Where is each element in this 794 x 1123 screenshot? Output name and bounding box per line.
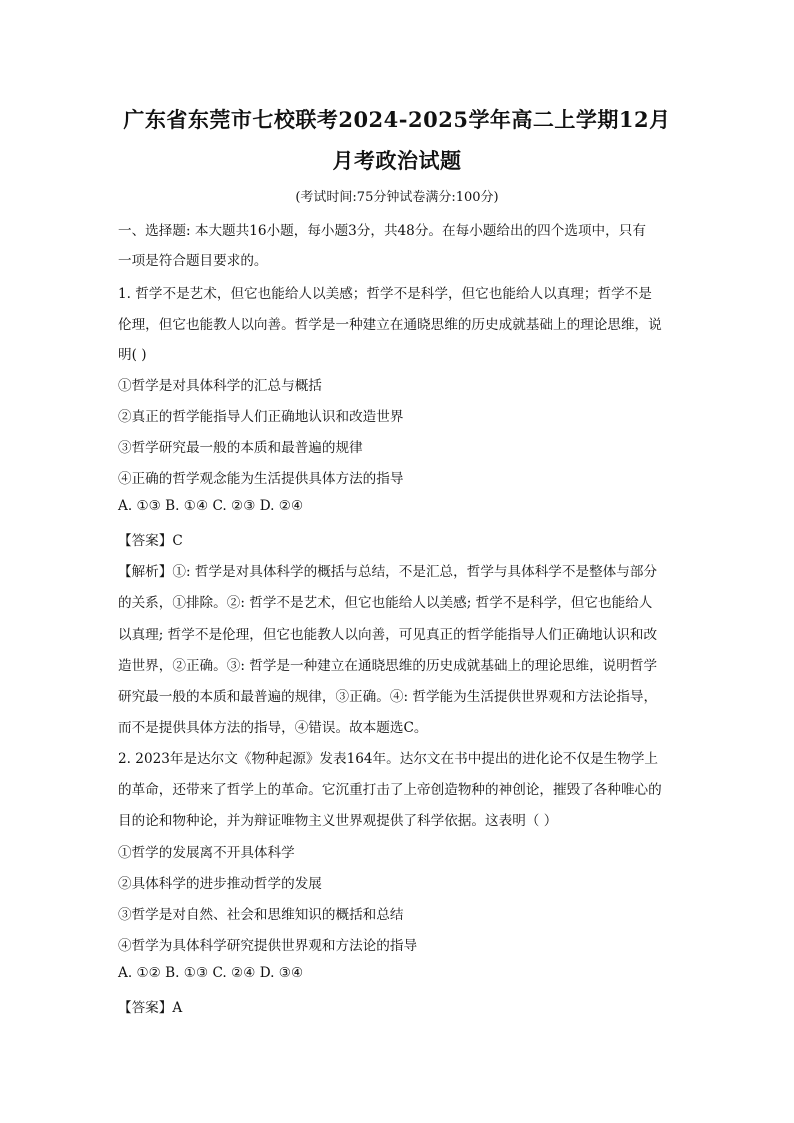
question-1-stem-end: 明( ) <box>118 347 147 363</box>
question-1-analysis-cont: 以真理; 哲学不是伦理，但它也能教人以向善，可见真正的哲学能指导人们正确地认识和改 <box>118 627 658 643</box>
question-1-option-4: ④正确的哲学观念能为生活提供具体方法的指导 <box>118 471 404 487</box>
question-1-option-1: ①哲学是对具体科学的汇总与概括 <box>118 378 322 394</box>
question-1-option-3: ③哲学研究最一般的本质和最普遍的规律 <box>118 440 363 456</box>
question-2-answer: 【答案】A <box>118 1000 183 1016</box>
question-2-option-3: ③哲学是对自然、社会和思维知识的概括和总结 <box>118 907 404 923</box>
question-2-option-1: ①哲学的发展离不开具体科学 <box>118 845 295 861</box>
question-1-analysis: 【解析】①: 哲学是对具体科学的概括与总结，不是汇总，哲学与具体科学不是整体与部分 <box>118 564 658 580</box>
question-2-stem-end: 目的论和物种论，并为辩证唯物主义世界观提供了科学依据。这表明（ ） <box>118 813 558 829</box>
section-instructions: 一、选择题: 本大题共16小题，每小题3分，共48分。在每小题给出的四个选项中，只有 <box>118 223 646 239</box>
exam-info: (考试时间:75分钟试卷满分:100分) <box>295 190 499 205</box>
question-1-answer: 【答案】C <box>118 533 183 549</box>
question-2-option-4: ④哲学为具体科学研究提供世界观和方法论的指导 <box>118 938 418 954</box>
question-1-choices: A. ①③ B. ①④ C. ②③ D. ②④ <box>118 498 304 514</box>
question-1-option-2: ②真正的哲学能指导人们正确地认识和改造世界 <box>118 409 404 425</box>
question-1-analysis-cont: 造世界，②正确。③: 哲学是一种建立在通晓思维的历史成就基础上的理论思维，说明哲学 <box>118 658 658 674</box>
document-title-line-2: 月考政治试题 <box>332 148 462 173</box>
question-1-stem: 1. 哲学不是艺术，但它也能给人以美感；哲学不是科学，但它也能给人以真理；哲学不是 <box>118 286 652 302</box>
question-2-stem-cont: 的革命，还带来了哲学上的革命。它沉重打击了上帝创造物种的神创论，摧毁了各种唯心的 <box>118 782 662 798</box>
question-2-choices: A. ①② B. ①③ C. ②④ D. ③④ <box>118 965 304 981</box>
question-1-analysis-cont: 的关系，①排除。②: 哲学不是艺术，但它也能给人以美感; 哲学不是科学，但它也能给人 <box>118 595 653 611</box>
question-1-analysis-cont: 研究最一般的本质和最普遍的规律，③正确。④: 哲学能为生活提供世界观和方法论指导， <box>118 689 658 705</box>
question-2-stem: 2. 2023年是达尔文《物种起源》发表164年。达尔文在书中提出的进化论不仅是生物学上 <box>118 751 659 767</box>
document-title-line-1: 广东省东莞市七校联考2024-2025学年高二上学期12月 <box>123 107 671 132</box>
question-2-option-2: ②具体科学的进步推动哲学的发展 <box>118 876 322 892</box>
question-1-stem-cont: 伦理，但它也能教人以向善。哲学是一种建立在通晓思维的历史成就基础上的理论思维，说 <box>118 317 662 333</box>
question-1-analysis-end: 而不是提供具体方法的指导，④错误。故本题选C。 <box>118 720 428 736</box>
section-instructions-cont: 一项是符合题目要求的。 <box>118 253 268 269</box>
